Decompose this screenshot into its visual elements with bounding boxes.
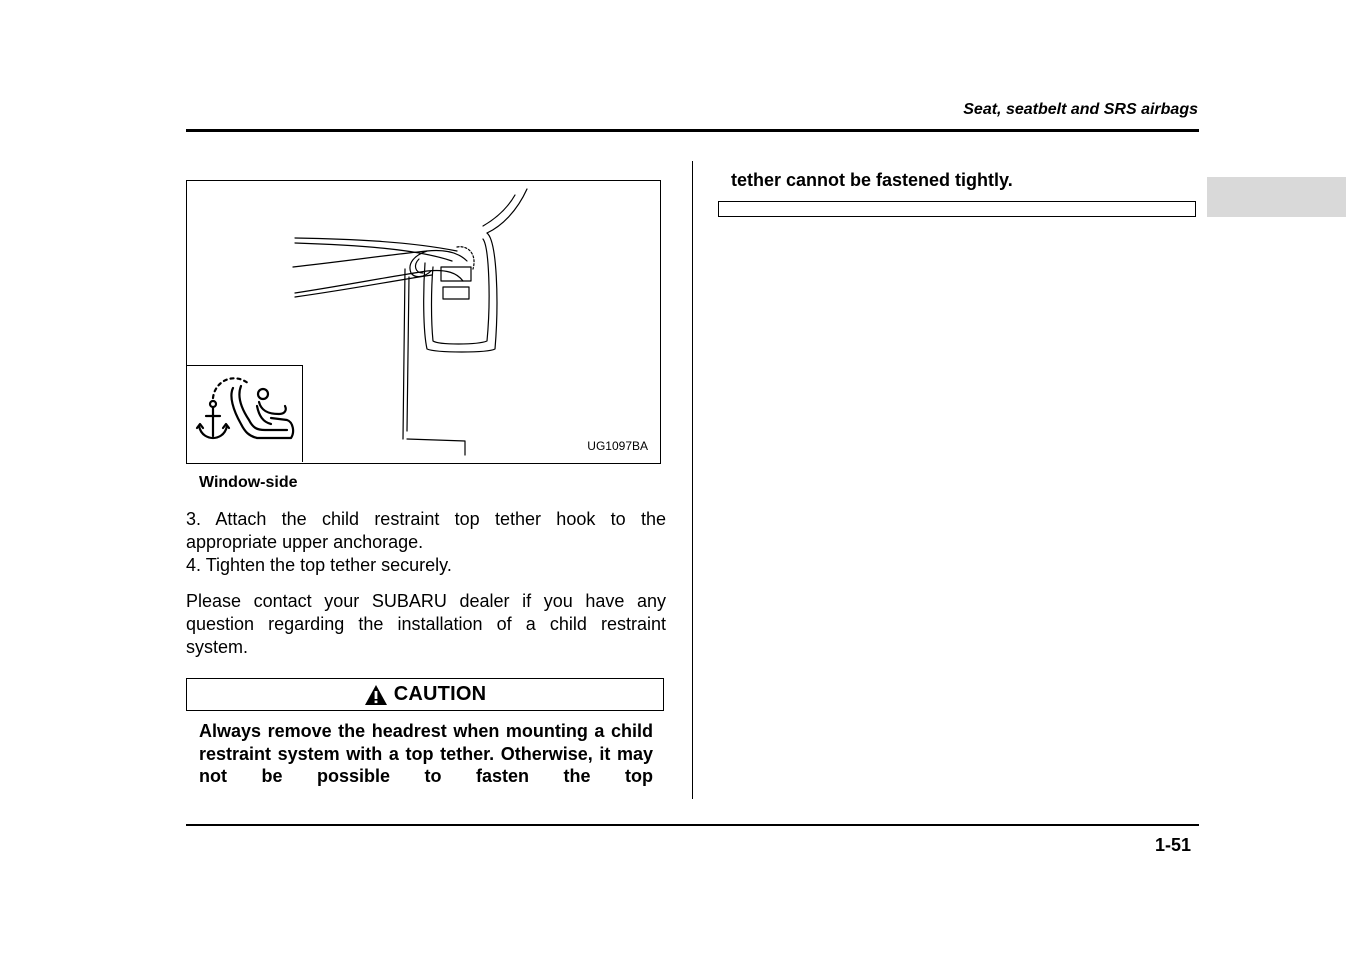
- step-4-text: 4. Tighten the top tether securely.: [186, 555, 452, 575]
- caution-label: CAUTION: [393, 683, 487, 705]
- dealer-note: Please contact your SUBARU dealer if you have any question regarding the installation of a child restraint system.: [186, 591, 666, 657]
- caution-text: Always remove the headrest when mounting a child restraint system with a top tether. Otherwise, it may not be possible to fasten the top: [199, 721, 653, 786]
- chapter-tab: [1207, 177, 1346, 217]
- header-rule: [186, 129, 1199, 132]
- tether-illustration: [186, 180, 661, 464]
- column-divider: [692, 161, 693, 799]
- caution-header: [186, 678, 664, 711]
- step-3-text: 3. Attach the child restraint top tether hook to the appropriate upper anchorage.: [186, 509, 666, 552]
- page-number: 1-51: [1154, 835, 1191, 855]
- figure-caption: Window-side: [199, 474, 298, 491]
- caution-text-continued: tether cannot be fastened tightly.: [731, 170, 1013, 190]
- footer-rule: [186, 824, 1199, 826]
- section-title: Seat, seatbelt and SRS airbags: [963, 101, 1198, 118]
- child-seat-anchor-icon-box: [187, 365, 303, 462]
- warning-triangle-icon: [364, 684, 388, 706]
- figure-code: UG1097BA: [587, 439, 648, 453]
- child-seat-anchor-icon: [187, 366, 301, 461]
- caution-end-box: [718, 201, 1196, 217]
